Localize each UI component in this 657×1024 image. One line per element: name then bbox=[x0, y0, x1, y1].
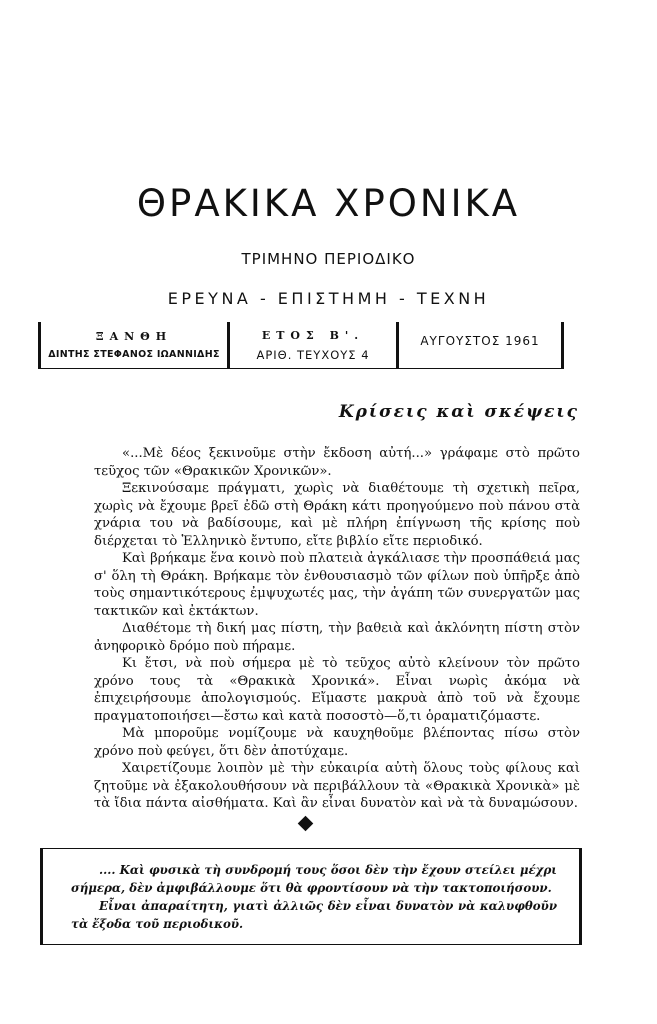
year-label: ΕΤΟΣ Β'. bbox=[261, 328, 365, 342]
journal-title: ΘΡΑΚΙΚΑ ΧΡΟΝΙΚΑ bbox=[136, 182, 521, 225]
article-paragraph: Χαιρετίζουμε λοιπὸν μὲ τὴν εὐκαιρία αὐτὴ ὅλους τοὺς φίλους καὶ ζητοῦμε νὰ ἐξακολουθήσουν νὰ περιβάλλουν τὰ «Θρακικὰ Χρονικὰ» μὲ τὰ ἴδια πάντα αἰσθήματα. Καὶ ἂν εἶναι δυνατὸν καὶ νὰ τὰ δυναμώσουν. bbox=[94, 761, 580, 811]
article-body bbox=[94, 445, 580, 813]
masthead-issue-cell bbox=[230, 322, 399, 368]
article-paragraph: Καὶ βρήκαμε ἕνα κοινὸ ποὺ πλατειὰ ἀγκάλιασε τὴν προσπάθειά μας σ' ὅλη τὴ Θράκη. Βρήκαμε τὸν ἐνθουσιασμὸ τῶν φίλων ποὺ ὑπῆρξε ἀπὸ τοὺς σημαντικότερους ἐμψυχωτές μας, τὴν ἀγάπη τῶν συνεργατῶν μας τακτικῶν καὶ ἐκτάκτων. bbox=[94, 551, 580, 619]
subscription-notice-box bbox=[40, 848, 582, 945]
masthead-date-cell bbox=[399, 322, 561, 368]
article-paragraph: Κι ἔτσι, νὰ ποὺ σήμερα μὲ τὸ τεῦχος αὐτὸ κλείνουν τὸν πρῶτο χρόνο τους τὰ «Θρακικὰ Χρονικά». Εἶναι νωρὶς ἀκόμα νὰ ἐπιχειρήσουμε ἀπολογισμούς. Εἴμαστε μακρυὰ ἀπὸ τοῦ νὰ ἔχουμε πραγματοποιήσει—ἔστω καὶ κατὰ ποσοστὸ—ὅ,τι ὁραματιζόμαστε. bbox=[94, 656, 580, 724]
masthead-city-cell bbox=[41, 322, 230, 368]
diamond-divider-icon bbox=[298, 816, 314, 832]
journal-subjects: ΕΡΕΥΝΑ - ΕΠΙΣΤΗΜΗ - ΤΕΧΝΗ bbox=[167, 289, 490, 308]
notice-text: Εἶναι ἀπαραίτητη, γιατὶ ἀλλιῶς δὲν εἶναι δυνατὸν νὰ καλυφθοῦν τὰ ἔξοδα τοῦ περιοδικοῦ. bbox=[71, 899, 557, 931]
journal-subtitle: ΤΡΙΜΗΝΟ ΠΕΡΙΟΔΙΚΟ bbox=[241, 250, 416, 268]
city-label: ΞΑΝΘΗ bbox=[95, 330, 173, 343]
notice-text: .... Καὶ φυσικὰ τὴ συνδρομή τους ὅσοι δὲν τὴν ἔχουν στείλει μέχρι σήμερα, δὲν ἀμφιβάλλουμε ὅτι θὰ φροντίσουν νὰ τὴν τακτοποιήσουν. bbox=[71, 863, 557, 895]
director-label: ΔΙΝΤΗΣ ΣΤΕΦΑΝΟΣ ΙΩΑΝΝΙΔΗΣ bbox=[48, 349, 220, 360]
issue-date-label: ΑΥΓΟΥΣΤΟΣ 1961 bbox=[420, 334, 540, 348]
article-paragraph: Διαθέτομε τὴ δική μας πίστη, τὴν βαθειὰ καὶ ἀκλόνητη πίστη στὸν ἀνηφορικὸ δρόμο ποὺ πήραμε. bbox=[94, 621, 580, 654]
issue-number-label: ΑΡΙΘ. ΤΕΥΧΟΥΣ 4 bbox=[256, 347, 370, 362]
article-paragraph: Ξεκινούσαμε πράγματι, χωρὶς νὰ διαθέτουμε τὴ σχετικὴ πεῖρα, χωρὶς νὰ ἔχουμε βρεῖ ἐδῶ στὴ Θράκη κάτι προηγούμενο ποὺ πάνου στὰ χνάρια του νὰ βαδίσουμε, καὶ μὲ πλήρη ἐπίγνωση τῆς κρίσης ποὺ διέρχεται τὸ Ἑλληνικὸ ἔντυπο, εἴτε βιβλίο εἴτε περιοδικό. bbox=[94, 481, 580, 549]
article-paragraph: Μὰ μποροῦμε νομίζουμε νὰ καυχηθοῦμε βλέποντας πίσω στὸν χρόνο ποὺ φεύγει, ὅτι δὲν ἀποτύχαμε. bbox=[94, 726, 580, 759]
masthead-info-box bbox=[38, 322, 564, 369]
article-paragraph: «...Μὲ δέος ξεκινοῦμε στὴν ἔκδοση αὐτή...» γράφαμε στὸ πρῶτο τεῦχος τῶν «Θρακικῶν Χρονικῶν». bbox=[94, 446, 580, 479]
article-heading: Κρίσεις καὶ σκέψεις bbox=[338, 402, 579, 422]
